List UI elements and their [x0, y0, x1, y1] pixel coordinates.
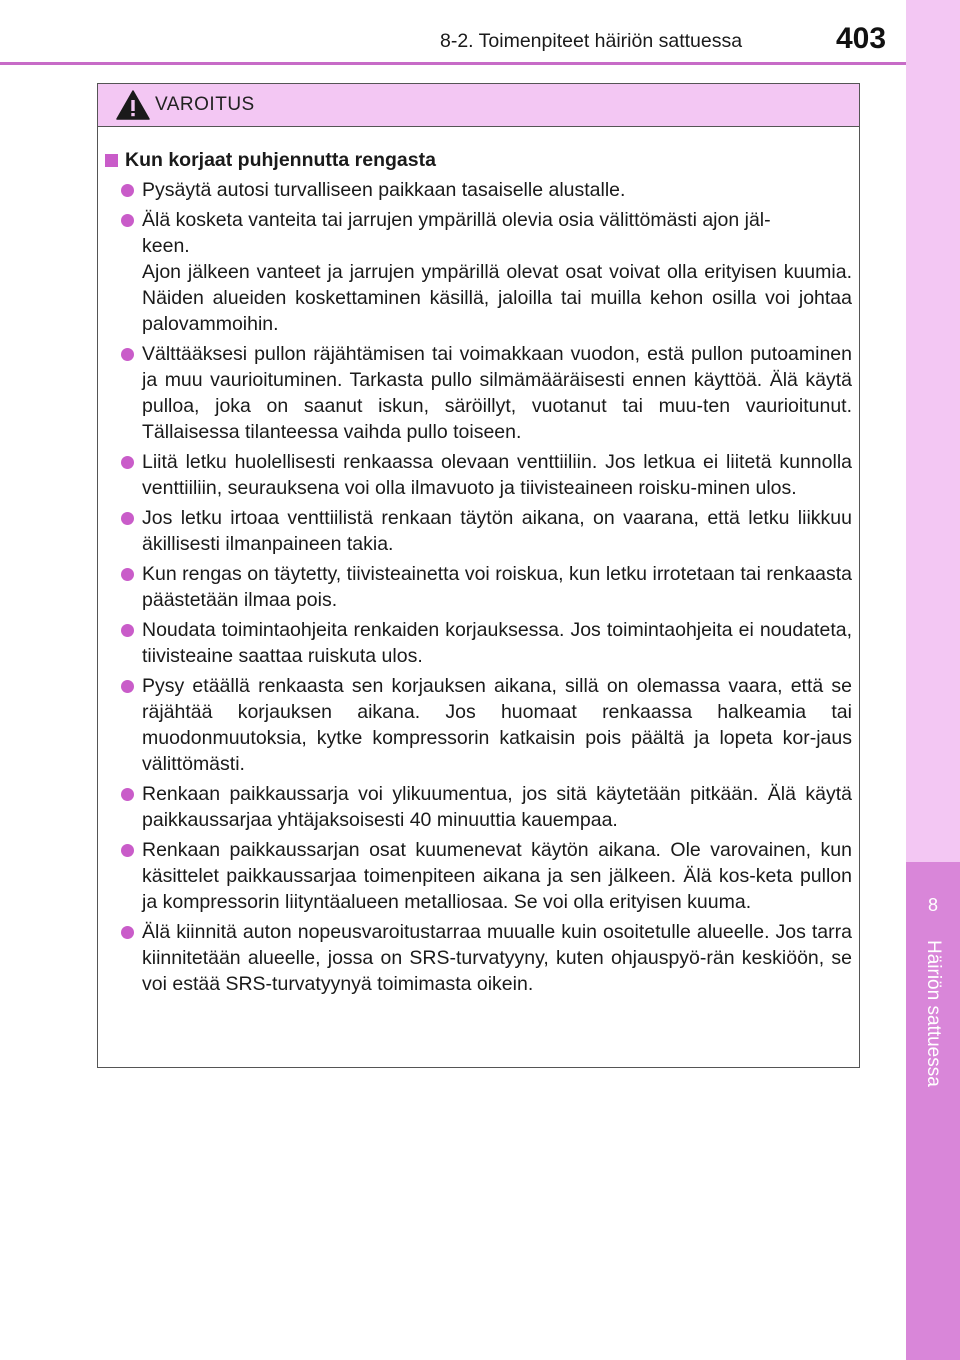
chapter-label: Häiriön sattuessa — [923, 940, 944, 1087]
side-tab-background — [906, 0, 960, 862]
round-bullet-icon — [121, 348, 134, 361]
warning-bullet — [104, 177, 852, 203]
chapter-number: 8 — [927, 895, 938, 915]
warning-bullet-text: Kun rengas on täytetty, tiivisteainetta voi roiskua, kun letku irrotetaan tai renkaasta päästetään ilmaa pois. — [142, 563, 852, 611]
warning-bullet — [104, 561, 852, 613]
round-bullet-icon — [121, 926, 134, 939]
round-bullet-icon — [121, 512, 134, 525]
warning-title: VAROITUS — [155, 94, 255, 115]
warning-header — [98, 84, 859, 127]
header-rule — [0, 62, 906, 65]
square-bullet-icon — [105, 154, 118, 167]
round-bullet-icon — [121, 568, 134, 581]
bullet-list — [104, 177, 852, 997]
section-heading-text: Kun korjaat puhjennutta rengasta — [125, 148, 436, 171]
round-bullet-icon — [121, 844, 134, 857]
round-bullet-icon — [121, 788, 134, 801]
warning-bullet-text: Pysy etäällä renkaasta sen korjauksen aikana, sillä on olemassa vaara, että se räjähtää korjauksen aikana. Jos huomaat renkaassa halkeamia tai muodonmuutoksia, kytke kompressorin katkaisin pois päältä ja lopeta kor-jaus välittömästi. — [142, 675, 852, 775]
warning-bullet — [104, 505, 852, 557]
round-bullet-icon — [121, 456, 134, 469]
warning-triangle-icon — [116, 90, 150, 120]
warning-bullet — [104, 837, 852, 915]
warning-bullet-text: Renkaan paikkaussarjan osat kuumenevat käytön aikana. Ole varovainen, kun käsittelet paikkaussarjaa toimenpiteen aikana ja sen jälkeen. Älä kos-keta pullon ja kompressorin liityntäalueen metalliosaa. Se voi olla erityisen kuuma. — [142, 839, 852, 913]
round-bullet-icon — [121, 680, 134, 693]
warning-bullet-text: Liitä letku huolellisesti renkaassa olevaan venttiiliin. Jos letkua ei liitetä kunnolla venttiiliin, seurauksena voi olla ilmavuoto ja tiivisteaineen roisku-minen ulos. — [142, 451, 852, 499]
warning-bullet-text: Älä kosketa vanteita tai jarrujen ympärillä olevia osia välittömästi ajon jäl- keen. Ajon jälkeen vanteet ja jarrujen ympärillä olevat osat voivat olla erityisen kuumia. Näiden alueiden koskettaminen käsillä, jaloilla tai muilla kehon osilla voi johtaa palovammoihin. — [142, 209, 852, 335]
warning-bullet-text: Pysäytä autosi turvalliseen paikkaan tasaiselle alustalle. — [142, 179, 626, 201]
section-heading — [104, 147, 852, 173]
warning-bullet — [104, 673, 852, 777]
warning-box — [97, 83, 860, 1068]
round-bullet-icon — [121, 184, 134, 197]
warning-bullet — [104, 919, 852, 997]
warning-bullet-text: Välttääksesi pullon räjähtämisen tai voimakkaan vuodon, estä pullon putoaminen ja muu vaurioituminen. Tarkasta pullo silmämääräisesti ennen käyttöä. Älä käytä pulloa, joka on saanut iskun, säröillyt, vuotanut tai muu-ten vaurioitunut. Tällaisessa tilanteessa vaihda pullo toiseen. — [142, 343, 852, 443]
warning-body — [98, 127, 859, 997]
warning-bullet-text: Noudata toimintaohjeita renkaiden korjauksessa. Jos toimintaohjeita ei noudateta, tiivisteaine saattaa ruiskuta ulos. — [142, 619, 852, 667]
round-bullet-icon — [121, 624, 134, 637]
warning-bullet-text: Älä kiinnitä auton nopeusvaroitustarraa muualle kuin osoitetulle alueelle. Jos tarra kiinnitetään alueelle, jossa on SRS-turvatyyny, kuten ohjauspyö-rän keskiöön, se voi estää SRS-turvatyynyä toimimasta oikein. — [142, 921, 852, 995]
warning-bullet — [104, 341, 852, 445]
warning-bullet — [104, 617, 852, 669]
warning-bullet — [104, 781, 852, 833]
page-number: 403 — [836, 22, 887, 55]
warning-bullet-text: Jos letku irtoaa venttiilistä renkaan täytön aikana, on vaarana, että letku liikkuu äkillisesti ilmanpaineen takia. — [142, 507, 852, 555]
warning-bullet — [104, 207, 852, 337]
round-bullet-icon — [121, 214, 134, 227]
warning-bullet-text: Renkaan paikkaussarja voi ylikuumentua, jos sitä käytetään pitkään. Älä käytä paikkaussarjaa yhtäjaksoisesti 40 minuuttia kauempaa. — [142, 783, 852, 831]
section-title: 8-2. Toimenpiteet häiriön sattuessa — [440, 30, 743, 52]
warning-bullet — [104, 449, 852, 501]
